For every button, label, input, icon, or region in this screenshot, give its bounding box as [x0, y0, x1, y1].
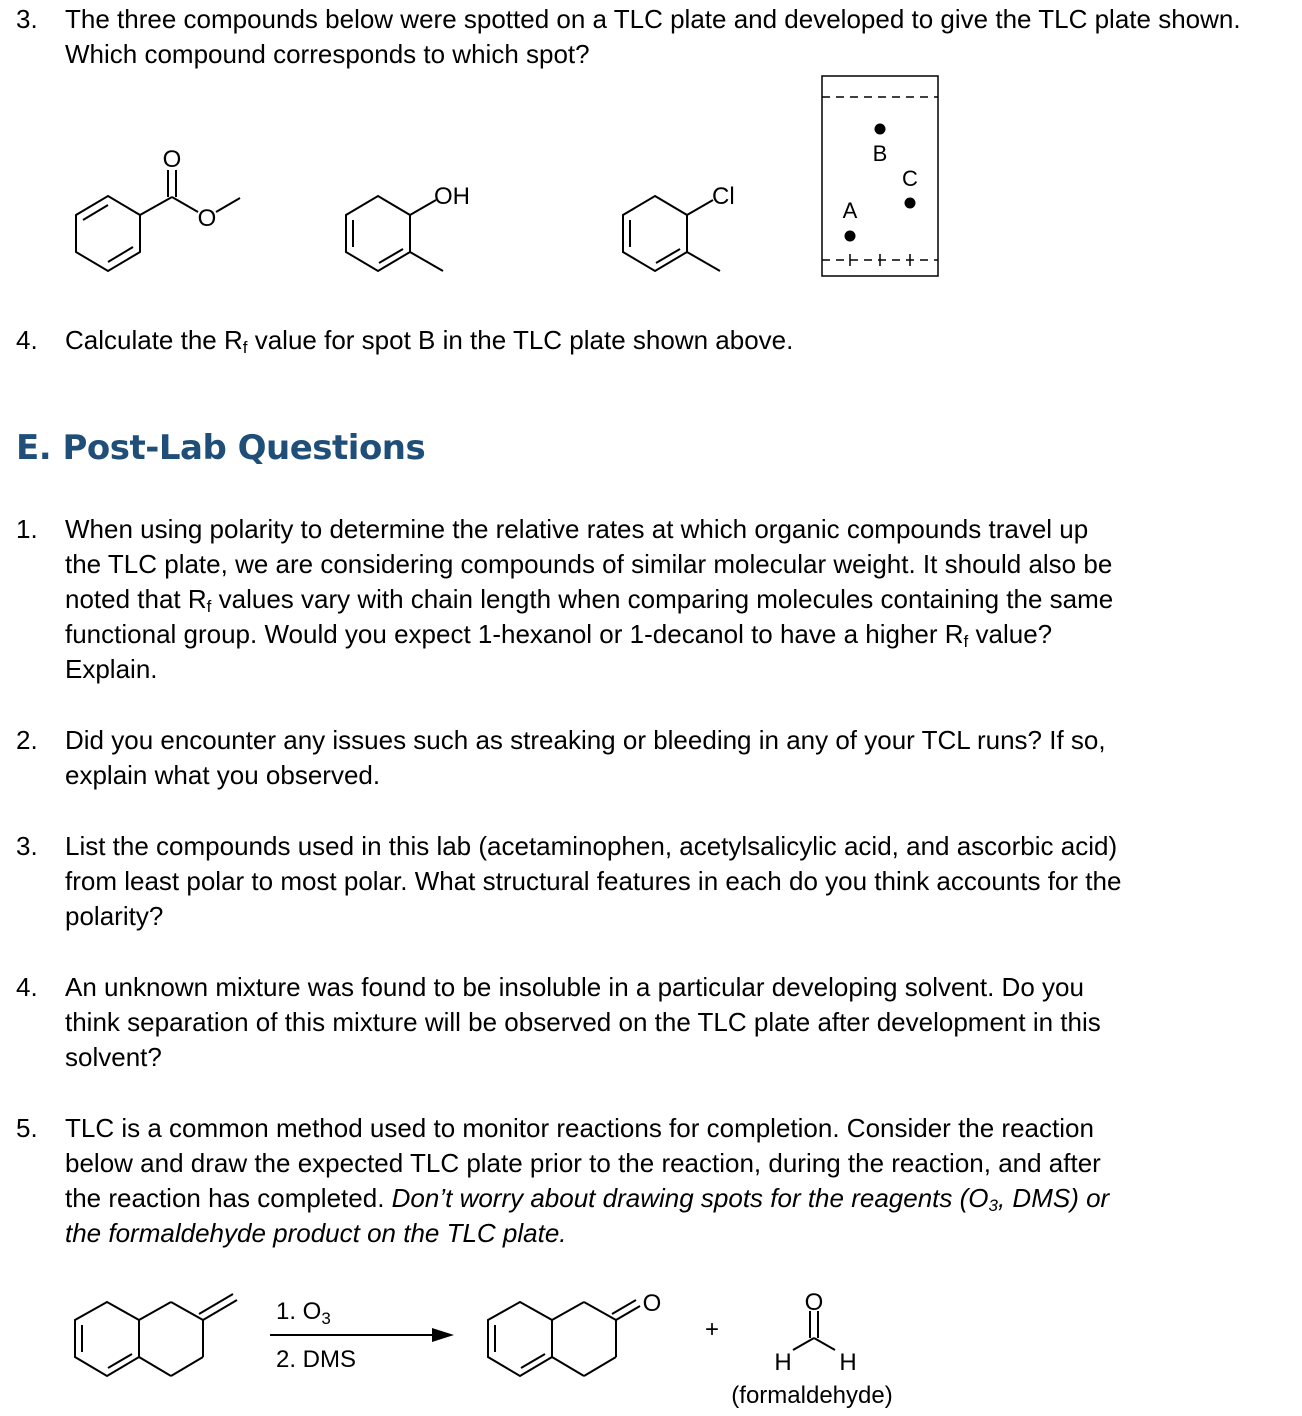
- formaldehyde-label: (formaldehyde): [731, 1382, 893, 1409]
- postlab-5-text: TLC is a common method used to monitor reactions for completion. Consider the reaction below and draw the expected TLC plate prior to the reaction, during the reaction, and after the reaction has completed. Don’t worry about drawing spots for the reagents ($O_3$, DMS) or the formaldehyde product on the TLC plate.: [65, 1113, 1110, 1248]
- alcohol-label: OH: [434, 183, 470, 210]
- postlab-4-number: 4.: [16, 972, 38, 1002]
- question-4-text: Calculate the $R_f$ value for spot B in the TLC plate shown above.: [65, 325, 794, 357]
- tlc-label-c: C: [902, 166, 918, 191]
- formaldehyde-h-right: H: [839, 1349, 857, 1376]
- postlab-5-number: 5.: [16, 1113, 38, 1143]
- tlc-label-a: A: [842, 198, 858, 223]
- ester-single-o: O: [197, 205, 217, 232]
- product-structure: [488, 1300, 640, 1376]
- postlab-4-text: An unknown mixture was found to be insoluble in a particular developing solvent. Do you think separation of this mixture will be observed on the TLC plate after development in this solvent?: [65, 972, 1101, 1072]
- postlab-1-text: When using polarity to determine the relative rates at which organic compounds travel up the TLC plate, we are considering compounds of similar molecular weight. It should also be noted that $R_f$ values vary with chain length when comparing molecules containing the same functional group. Would you expect 1-hexanol or 1-decanol to have a higher $R_f$ value? Explain.: [65, 512, 1285, 687]
- reaction-scheme: [0, 1280, 960, 1416]
- reagent-step-2: 2. DMS: [276, 1346, 357, 1373]
- postlab-1-number: 1.: [16, 514, 38, 544]
- formaldehyde-structure: [793, 1311, 835, 1350]
- plus-sign: +: [704, 1316, 720, 1343]
- rf-line-1: noted that $R_f$ values vary with chain length when comparing molecules containing the same: [65, 584, 1114, 616]
- rf-line-2: functional group. Would you expect 1-hexanol or 1-decanol to have a higher $R_f$ value?: [65, 619, 1053, 651]
- formaldehyde-o: O: [804, 1289, 824, 1316]
- tlc-label-b: B: [872, 141, 888, 166]
- chlorotoluene-structure: [623, 196, 720, 271]
- tlc-spot-a: [845, 231, 856, 242]
- postlab-3-number: 3.: [16, 831, 38, 861]
- tlc-spot-b: [875, 124, 886, 135]
- section-title: E. Post-Lab Questions: [16, 428, 426, 468]
- question-3-text: The three compounds below were spotted on a TLC plate and developed to give the TLC plate shown. Which compound corresponds to which spot?: [65, 4, 1241, 69]
- postlab-2-text: Did you encounter any issues such as streaking or bleeding in any of your TCL runs? If so, explain what you observed.: [65, 725, 1106, 790]
- methylphenol-structure: [346, 196, 443, 271]
- tlc-plate: [822, 76, 938, 276]
- ester-carbonyl-o: O: [162, 146, 182, 173]
- chloride-label: Cl: [712, 183, 735, 210]
- question-3-number: 3.: [16, 4, 38, 34]
- chem-structures: [0, 70, 960, 290]
- reagent-step-1: 1. $O_3$: [276, 1298, 331, 1328]
- question-4-number: 4.: [16, 325, 38, 355]
- tlc-spot-c: [905, 198, 916, 209]
- postlab-2-number: 2.: [16, 725, 38, 755]
- arrow-head: [432, 1328, 454, 1342]
- formaldehyde-h-left: H: [774, 1349, 792, 1376]
- product-carbonyl-o: O: [642, 1290, 662, 1317]
- reactant-structure: [75, 1294, 237, 1376]
- postlab-3-text: List the compounds used in this lab (acetaminophen, acetylsalicylic acid, and ascorbic acid) from least polar to most polar. What structural features in each do you think accounts for the polarity?: [65, 831, 1122, 931]
